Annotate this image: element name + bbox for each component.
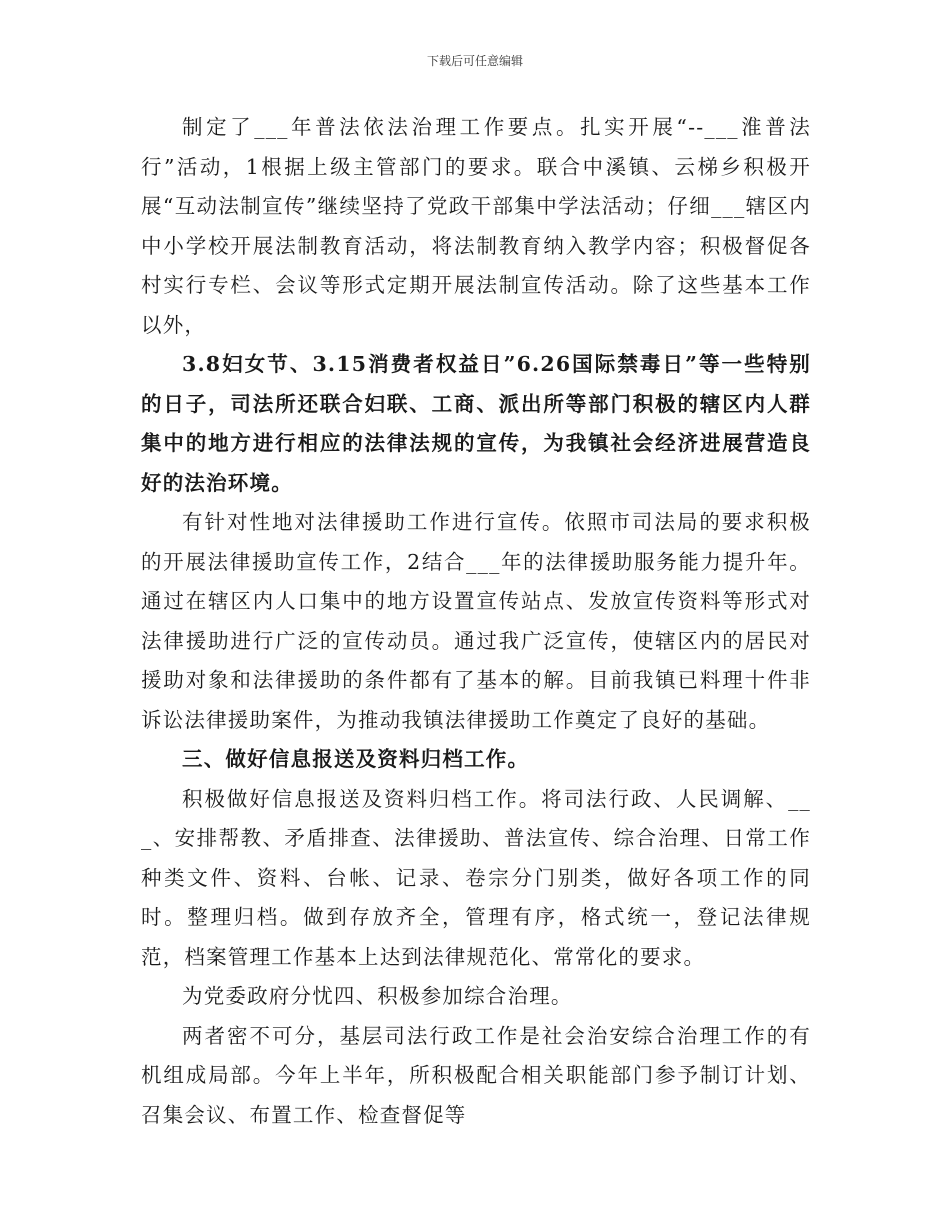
page-header: 下载后可任意编辑 bbox=[426, 54, 523, 68]
paragraph-3: 有针对性地对法律援助工作进行宣传。依照市司法局的要求积极的开展法律援助宣传工作，2结合___年的法律援助服务能力提升年。通过在辖区内人口集中的地方设置宣传站点、发放宣传资料等形式对法律援助进行广泛的宣传动员。通过我广泛宣传，使辖区内的居民对援助对象和法律援助的条件都有了基本的解。目前我镇已料理十件非诉讼法律援助案件，为推动我镇法律援助工作奠定了良好的基础。 bbox=[141, 510, 811, 732]
paragraph-6: 为党委政府分忧四、积极参加综合治理。 bbox=[182, 984, 573, 1008]
section-heading-3: 三、做好信息报送及资料归档工作。 bbox=[182, 747, 530, 771]
paragraph-2-bold: 3.8妇女节、3.15消费者权益日”6.26国际禁毒日”等一些特别的日子，司法所还联合妇联、工商、派出所等部门积极的辖区内人群集中的地方进行相应的法律法规的宣传，为我镇社会经济进展营造良好的法治环境。 bbox=[141, 352, 811, 495]
document-body bbox=[141, 108, 811, 1135]
paragraph-5: 积极做好信息报送及资料归档工作。将司法行政、人民调解、___、安排帮教、矛盾排查、法律援助、普法宣传、综合治理、日常工作种类文件、资料、台帐、记录、卷宗分门别类，做好各项工作的同时。整理归档。做到存放齐全，管理有序，格式统一，登记法律规范，档案管理工作基本上达到法律规范化、常常化的要求。 bbox=[141, 786, 811, 969]
paragraph-1: 制定了___年普法依法治理工作要点。扎实开展“--___淮普法行”活动，1根据上级主管部门的要求。联合中溪镇、云梯乡积极开展“互动法制宣传”继续坚持了党政干部集中学法活动；仔细___辖区内中小学校开展法制教育活动，将法制教育纳入教学内容；积极督促各村实行专栏、会议等形式定期开展法制宣传活动。除了这些基本工作以外， bbox=[141, 115, 811, 337]
paragraph-7: 两者密不可分，基层司法行政工作是社会治安综合治理工作的有机组成局部。今年上半年，所积极配合相关职能部门参予制订计划、召集会议、布置工作、检查督促等 bbox=[141, 1023, 811, 1127]
